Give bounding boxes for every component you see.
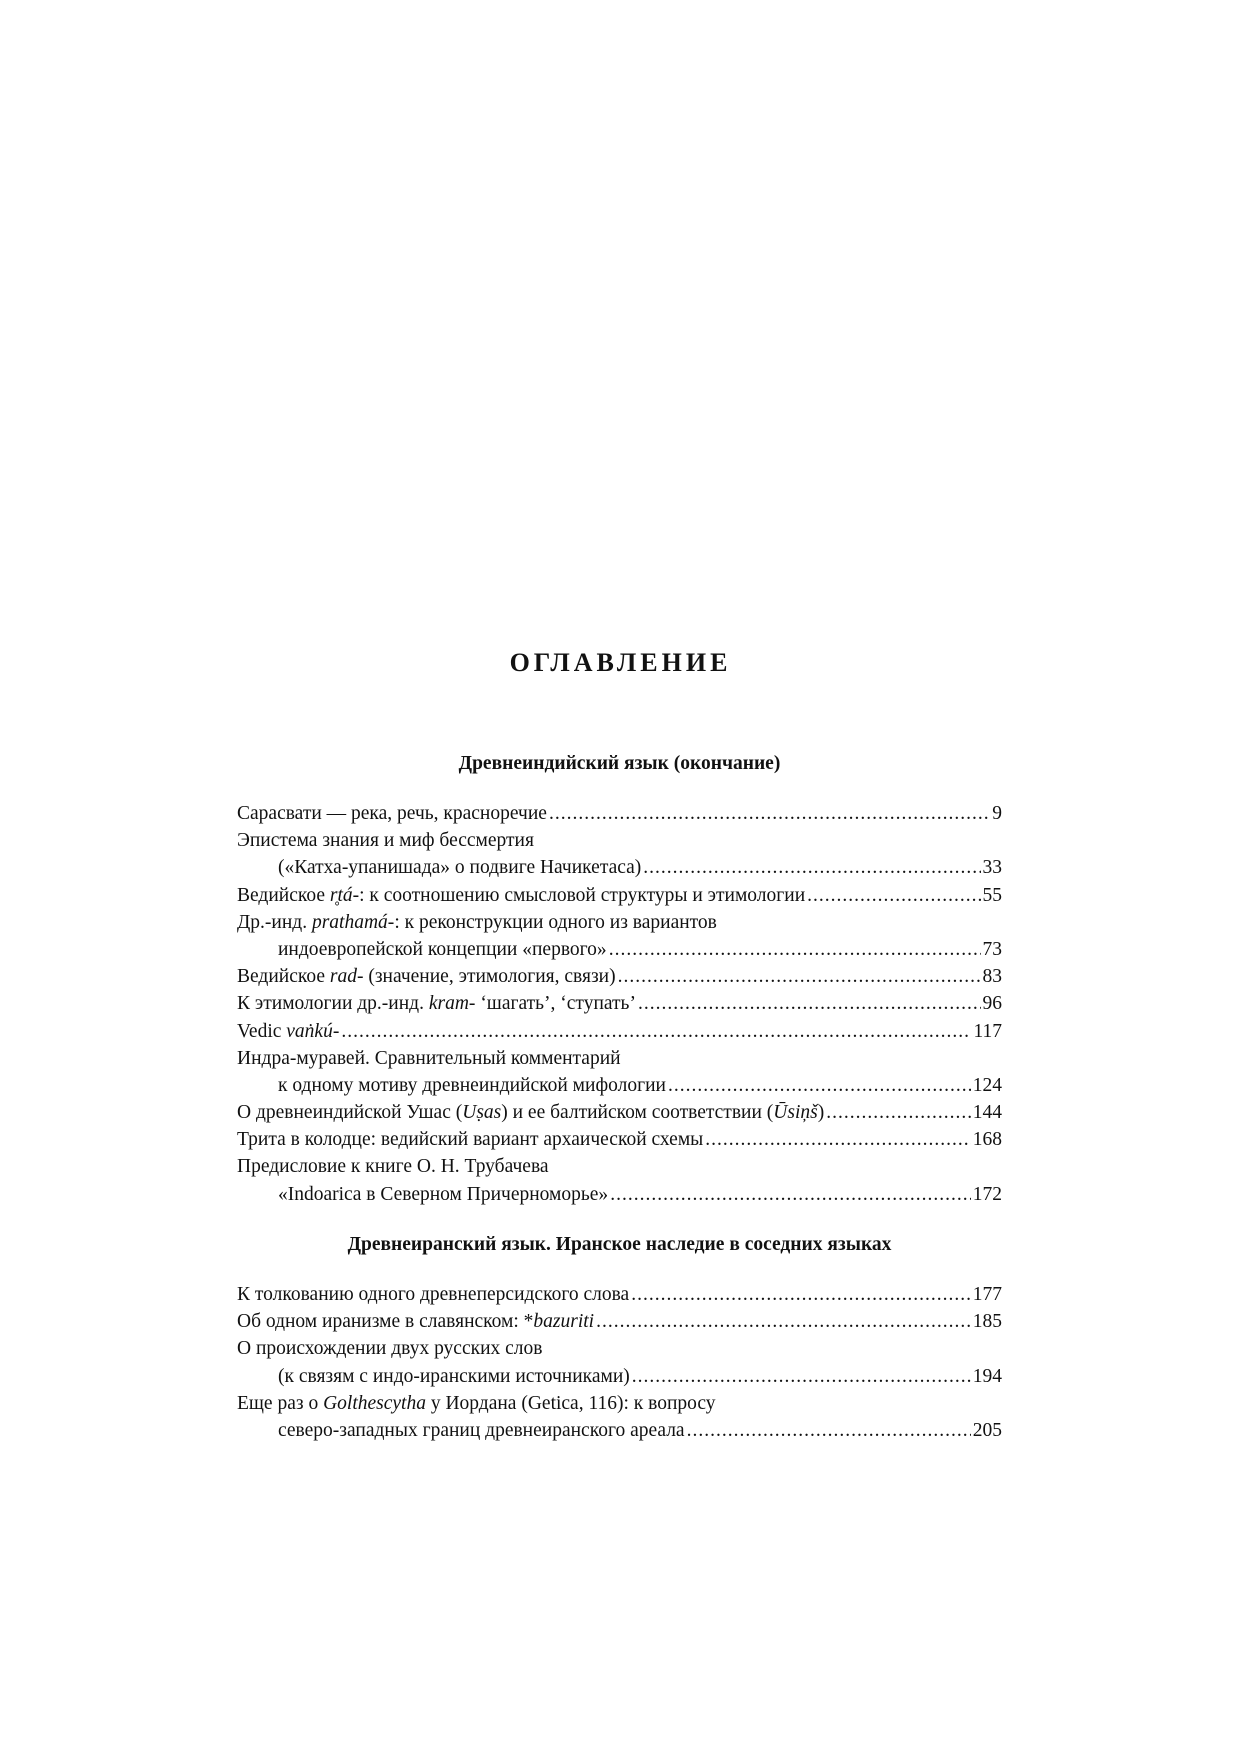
toc-title-segment: : к реконструкции одного из вариантов bbox=[394, 911, 717, 933]
dot-leader bbox=[638, 990, 981, 1017]
toc-entry bbox=[237, 827, 1002, 881]
toc-entry-title bbox=[278, 936, 607, 963]
toc-title-segment: Др.-инд. bbox=[237, 911, 312, 933]
toc-entry-title bbox=[237, 827, 534, 854]
toc-entry-line bbox=[237, 1045, 1002, 1072]
section-heading: Древнеиндийский язык (окончание) bbox=[458, 753, 781, 774]
dot-leader bbox=[609, 936, 981, 963]
toc-title-segment: ) и ее балтийском соответствии ( bbox=[501, 1102, 774, 1124]
toc-entry-title bbox=[278, 1072, 666, 1099]
toc-entry-line bbox=[237, 1126, 1002, 1153]
toc-entry bbox=[237, 882, 1002, 909]
toc-entry bbox=[237, 1308, 1002, 1335]
toc-entry-line bbox=[237, 1153, 1002, 1180]
toc-title-italic-term: r̥tá- bbox=[329, 884, 360, 906]
toc-title-segment: к одному мотиву древнеиндийской мифологии bbox=[278, 1074, 666, 1096]
section-heading: Древнеиранский язык. Иранское наследие в соседних языках bbox=[347, 1234, 892, 1255]
toc-entry bbox=[237, 990, 1002, 1017]
toc-entry-title bbox=[237, 1126, 703, 1153]
toc-entry bbox=[237, 1281, 1002, 1308]
dot-leader bbox=[596, 1308, 971, 1335]
toc-title-segment: (значение, этимология, связи) bbox=[363, 966, 616, 988]
toc-page-number: 9 bbox=[992, 803, 1002, 824]
toc-title-segment: Сарасвати — река, речь, красноречие bbox=[237, 803, 547, 824]
toc-title-segment: Еще раз о bbox=[237, 1392, 324, 1414]
toc-title-italic-term: Uṣas bbox=[462, 1102, 502, 1124]
toc-entries bbox=[237, 1281, 1002, 1444]
toc-title-segment: ‘шагать’, ‘ступать’ bbox=[475, 993, 636, 1015]
toc-entry-line bbox=[237, 1181, 1002, 1208]
toc-entry bbox=[237, 1099, 1002, 1126]
toc-entry-line bbox=[237, 800, 1002, 827]
toc-title-segment: : к соотношению смысловой структуры и этимологии bbox=[359, 884, 806, 906]
toc-entry-title bbox=[278, 1363, 630, 1390]
toc-entry-line bbox=[237, 936, 1002, 963]
toc-title-segment: Предисловие к книге О. Н. Трубачева bbox=[237, 1156, 549, 1178]
toc-title-italic-term: bazuriti bbox=[533, 1311, 595, 1333]
toc-entry-line bbox=[237, 990, 1002, 1017]
toc-title-segment: («Катха-упанишада» о подвиге Начикетаса) bbox=[278, 857, 642, 879]
toc-page-number: 33 bbox=[982, 857, 1002, 879]
toc-title-italic-term: Golthescytha bbox=[323, 1392, 426, 1414]
toc-title-segment: О древнеиндийской Ушас ( bbox=[237, 1102, 463, 1124]
dot-leader bbox=[807, 882, 980, 909]
toc-page-number: 194 bbox=[972, 1365, 1002, 1387]
toc-page-number: 117 bbox=[973, 1020, 1002, 1042]
toc-page-number: 73 bbox=[982, 938, 1002, 960]
toc-entry-line bbox=[237, 1018, 1002, 1045]
toc-title-segment: О происхождении двух русских слов bbox=[237, 1338, 543, 1360]
toc-entry-title bbox=[237, 1390, 716, 1417]
toc-title-segment: индоевропейской концепции «первого» bbox=[278, 938, 607, 960]
toc-entry-title bbox=[237, 1099, 824, 1126]
toc-page-number: 96 bbox=[982, 993, 1002, 1015]
toc-entry-title bbox=[237, 1335, 543, 1362]
toc-title-italic-term: vaṅkú- bbox=[286, 1020, 340, 1042]
toc-title-segment: Эпистема знания и миф бессмертия bbox=[237, 830, 534, 852]
toc-entry-title bbox=[278, 1181, 608, 1208]
toc-page-number: 124 bbox=[972, 1074, 1002, 1096]
toc-entry-title bbox=[237, 909, 717, 936]
toc-entry-line bbox=[237, 827, 1002, 854]
toc-entry-title bbox=[237, 800, 547, 827]
toc-entry-title bbox=[237, 990, 636, 1017]
toc-title-segment: ) bbox=[817, 1102, 825, 1124]
dot-leader bbox=[668, 1072, 971, 1099]
dot-leader bbox=[687, 1417, 971, 1444]
toc-entry-title bbox=[237, 1153, 549, 1180]
toc-title-segment: северо-западных границ древнеиранского ареала bbox=[278, 1419, 685, 1441]
toc-page-number: 177 bbox=[972, 1284, 1002, 1305]
toc-title-italic-term: kram- bbox=[428, 993, 476, 1015]
toc-entry-line bbox=[237, 1099, 1002, 1126]
toc-entry-title bbox=[237, 963, 616, 990]
toc-entry-title bbox=[278, 854, 641, 881]
dot-leader bbox=[549, 800, 990, 827]
toc-entry bbox=[237, 1126, 1002, 1153]
toc-entry-line bbox=[237, 1072, 1002, 1099]
toc-entry-line bbox=[237, 1363, 1002, 1390]
toc-title-segment: Ведийское bbox=[237, 884, 330, 906]
dot-leader bbox=[632, 1363, 971, 1390]
toc-title-segment: Ведийское bbox=[237, 966, 330, 988]
toc-entry bbox=[237, 1153, 1002, 1207]
dot-leader bbox=[631, 1281, 971, 1308]
toc-entry-line bbox=[237, 854, 1002, 881]
toc-entry-line bbox=[237, 882, 1002, 909]
toc-title-segment: (к связям с индо-иранскими источниками) bbox=[278, 1365, 630, 1387]
toc-title-segment: Об одном иранизме в славянском: * bbox=[237, 1311, 534, 1333]
toc-title-italic-term: Ūsiņš bbox=[773, 1102, 818, 1124]
dot-leader bbox=[826, 1099, 971, 1126]
toc-entry bbox=[237, 1045, 1002, 1099]
toc-entry-title bbox=[237, 1308, 594, 1335]
toc-page-number: 172 bbox=[972, 1183, 1002, 1205]
toc-entry bbox=[237, 963, 1002, 990]
toc-entry-title bbox=[278, 1417, 685, 1444]
toc-entry-title bbox=[237, 1045, 621, 1072]
toc-entry-line bbox=[237, 1308, 1002, 1335]
toc-title-segment: Трита в колодце: ведийский вариант архаической схемы bbox=[237, 1129, 704, 1151]
toc-entry-line bbox=[237, 909, 1002, 936]
toc-entry-line bbox=[237, 1335, 1002, 1362]
toc-page-number: 144 bbox=[972, 1102, 1002, 1124]
toc-page-number: 185 bbox=[972, 1311, 1002, 1333]
toc-entry bbox=[237, 1018, 1002, 1045]
toc-entry-title bbox=[237, 1018, 339, 1045]
toc-entry bbox=[237, 1335, 1002, 1389]
dot-leader bbox=[341, 1018, 971, 1045]
toc-entry-title bbox=[237, 882, 805, 909]
toc-title-segment: у Иордана (Getica, 116): к вопросу bbox=[425, 1392, 716, 1414]
toc-title-segment: Vedic bbox=[237, 1020, 287, 1042]
toc-entry-line bbox=[237, 1417, 1002, 1444]
toc-entry-line bbox=[237, 1390, 1002, 1417]
dot-leader bbox=[618, 963, 981, 990]
toc-entry bbox=[237, 800, 1002, 827]
toc-title-segment: «Indoarica в Северном Причерноморье» bbox=[278, 1183, 609, 1205]
dot-leader bbox=[610, 1181, 971, 1208]
dot-leader bbox=[643, 854, 980, 881]
toc-title-segment: Индра-муравей. Сравнительный комментарий bbox=[237, 1047, 621, 1069]
toc-title-italic-term: rad- bbox=[329, 966, 364, 988]
toc-entry-line bbox=[237, 1281, 1002, 1308]
toc-page-number: 168 bbox=[972, 1129, 1002, 1151]
toc-title-segment: К толкованию одного древнеперсидского слова bbox=[237, 1284, 630, 1305]
toc-page-number: 83 bbox=[982, 966, 1002, 988]
toc-entry bbox=[237, 909, 1002, 963]
toc-page-number: 55 bbox=[982, 884, 1002, 906]
toc-title-segment: К этимологии др.-инд. bbox=[237, 993, 429, 1015]
toc-title-italic-term: prathamá- bbox=[311, 911, 395, 933]
toc-entry bbox=[237, 1390, 1002, 1444]
toc-section-1 bbox=[237, 750, 1002, 1208]
dot-leader bbox=[705, 1126, 970, 1153]
page-title: ОГЛАВЛЕНИЕ bbox=[509, 648, 732, 677]
toc-page-number: 205 bbox=[972, 1419, 1002, 1441]
toc-entries bbox=[237, 800, 1002, 1208]
toc-section-2 bbox=[237, 1231, 1002, 1444]
toc-entry-title bbox=[237, 1281, 629, 1308]
toc-entry-line bbox=[237, 963, 1002, 990]
